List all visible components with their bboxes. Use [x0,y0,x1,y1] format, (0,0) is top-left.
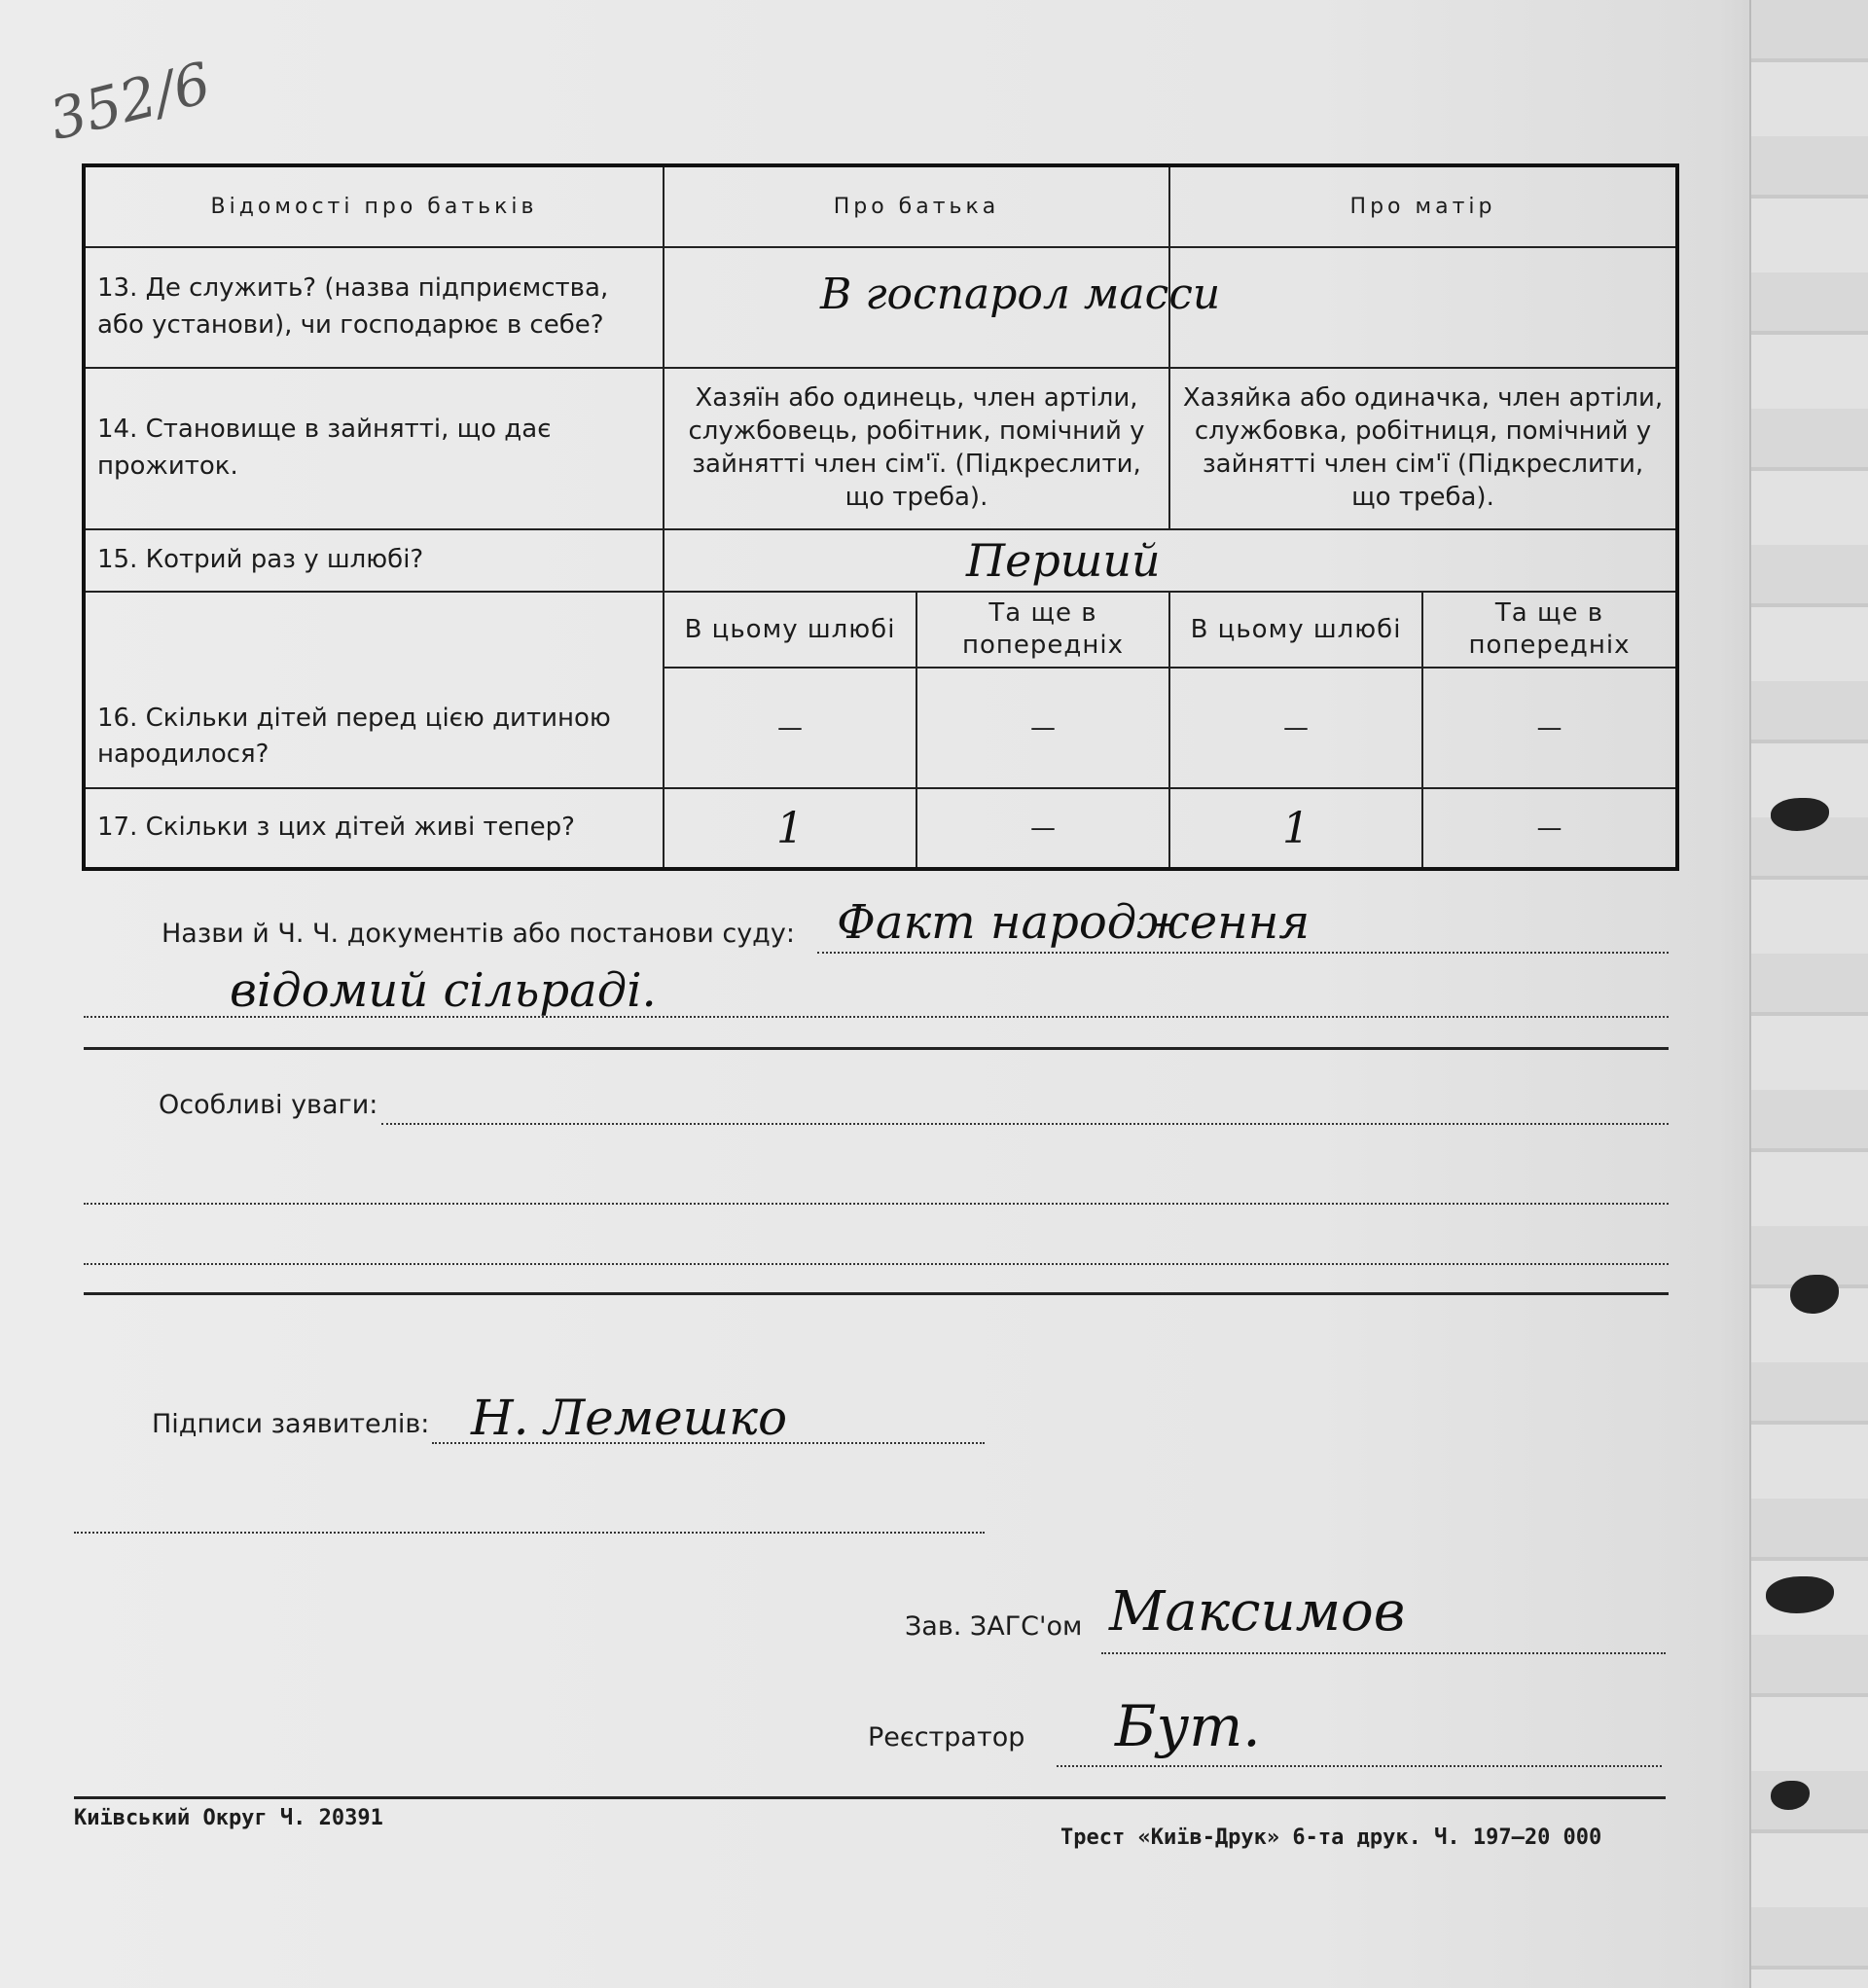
header-mother: Про матір [1169,165,1677,247]
registrar-signature-line [1057,1765,1662,1767]
children-alive-mother-previous: — [1422,788,1677,869]
table-header-row [84,165,1677,247]
children-born-mother-previous: — [1422,668,1677,788]
mother-workplace-cell [1169,247,1677,368]
children-born-father-previous: — [916,668,1169,788]
children-born-mother-this: — [1169,668,1422,788]
children-alive-father-this: 1 [664,788,916,869]
remarks-line-2 [84,1203,1669,1205]
registrar-signature: Бут. [1115,1693,1261,1759]
table-row-15 [84,529,1677,592]
subheader-father-previous: Та ще в попередніх [916,592,1169,668]
head-signature-line [1101,1652,1666,1654]
mother-occupation-options: Хазяйка або одиначка, член артіли, службовка, робітниця, помічний у зайнятті член сім'ї (Підкреслити, що треба). [1169,368,1677,529]
documents-handwriting-2: відомий сільраді. [230,963,657,1018]
applicant-signature: Н. Лемешко [471,1390,788,1446]
footer-rule [74,1796,1666,1799]
marriage-count-cell [664,529,1677,592]
header-parents-info: Відомості про батьків [84,165,664,247]
children-alive-mother-this: 1 [1169,788,1422,869]
parents-info-table [82,163,1679,871]
question-17: 17. Скільки з цих дітей живі тепер? [84,788,664,869]
head-signature: Максимов [1109,1580,1406,1644]
torn-page-edge [1749,0,1868,1988]
subheader-father-this-marriage: В цьому шлюбі [664,592,916,668]
head-label: Зав. ЗАГС'ом [905,1611,1083,1642]
remarks-line-1 [381,1123,1669,1125]
father-occupation-options: Хазяїн або одинець, член артіли, службовець, робітник, помічний у зайнятті член сім'ї. (Підкреслити, що треба). [664,368,1169,529]
table-row-14 [84,368,1677,529]
marriage-count-handwriting: Перший [966,533,1161,587]
footer-left: Київський Округ Ч. 20391 [74,1806,383,1830]
father-workplace-handwriting: В госпарол масси [820,269,1221,319]
table-row-17 [84,788,1677,869]
section-divider [84,1292,1669,1295]
section-divider [84,1047,1669,1050]
archive-number: 352/6 [43,49,217,154]
documents-handwriting-1: Факт народження [837,895,1311,950]
subheader-mother-this-marriage: В цьому шлюбі [1169,592,1422,668]
documents-line-1 [817,952,1669,954]
table-row-13 [84,247,1677,368]
registrar-label: Реєстратор [868,1722,1025,1753]
remarks-line-3 [84,1263,1669,1265]
applicants-signature-line-2 [74,1532,985,1534]
children-alive-father-previous: — [916,788,1169,869]
father-workplace-cell [664,247,1221,368]
table-subheader-row [84,592,1677,668]
question-13: 13. Де служить? (назва підприємства, або установи), чи господарює в себе? [84,247,664,368]
children-born-father-this: — [664,668,916,788]
applicants-signatures-label: Підписи заявителів: [152,1409,430,1439]
documents-label: Назви й Ч. Ч. документів або постанови суду: [162,919,795,949]
footer-right: Трест «Київ-Друк» 6-та друк. Ч. 197—20 000 [1060,1825,1602,1850]
question-14: 14. Становище в зайнятті, що дає прожиток. [84,368,664,529]
header-father: Про батька [664,165,1169,247]
remarks-label: Особливі уваги: [159,1090,378,1120]
subheader-mother-previous: Та ще в попередніх [1422,592,1677,668]
question-15: 15. Котрий раз у шлюбі? [84,529,664,592]
question-16: 16. Скільки дітей перед цією дитиною народилося? [84,592,664,788]
